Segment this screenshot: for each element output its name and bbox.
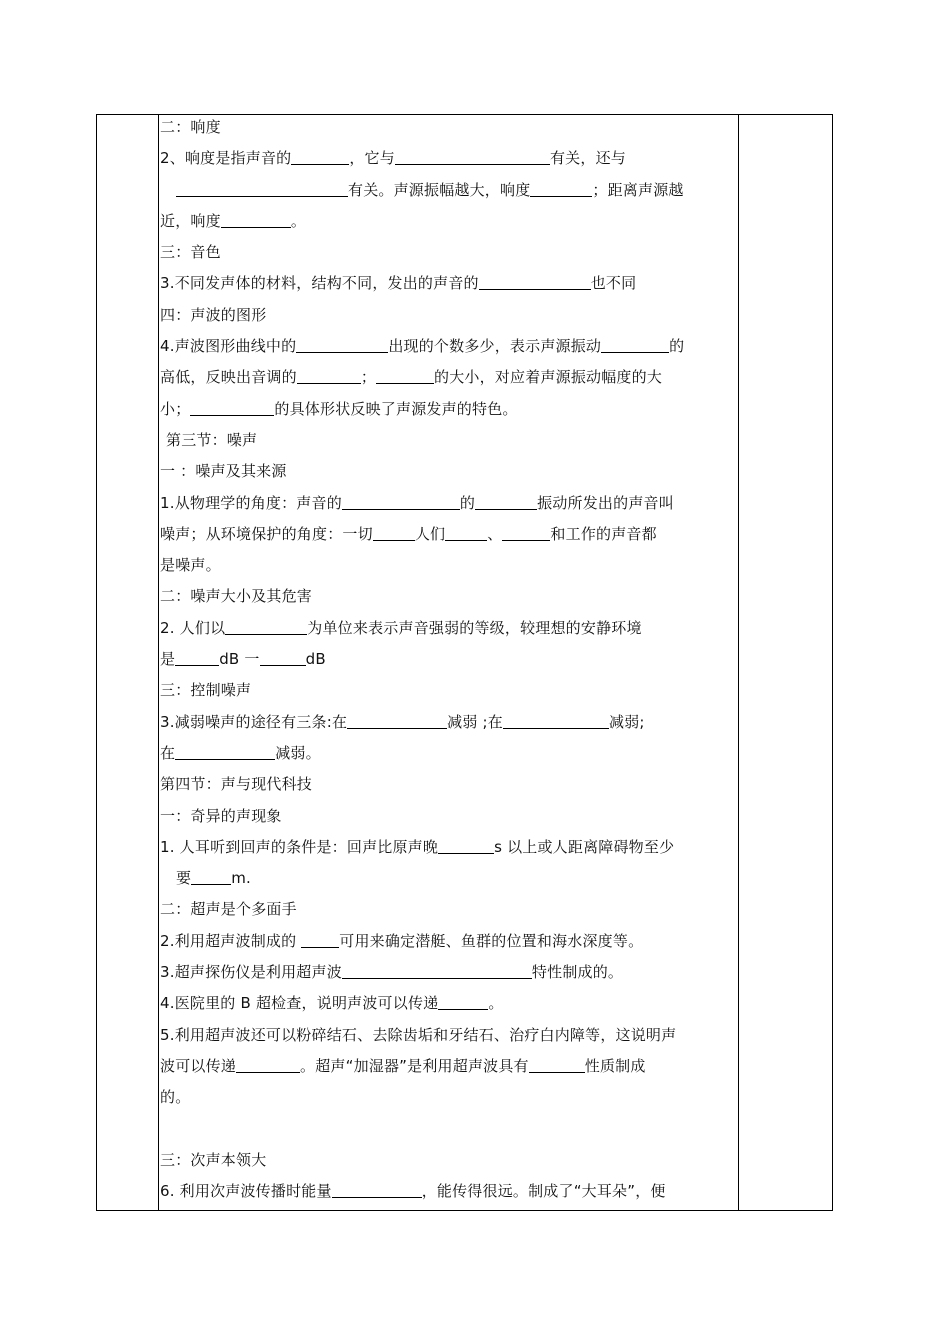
- answer-blank[interactable]: [395, 148, 550, 165]
- question-line: 4.声波图形曲线中的 出现的个数多少，表示声源振动 的: [160, 337, 685, 356]
- section-heading: 二：超声是个多面手: [160, 900, 297, 919]
- question-line: 3.超声探伤仪是利用超声波 特性制成的。: [160, 963, 624, 982]
- section-heading: 一 ：噪声及其来源: [160, 462, 287, 481]
- answer-blank[interactable]: [347, 712, 447, 729]
- answer-blank[interactable]: [529, 1056, 585, 1073]
- answer-blank[interactable]: [175, 743, 275, 760]
- question-line: 高低，反映出音调的 ； 的大小，对应着声源振动幅度的大: [160, 368, 663, 387]
- answer-blank[interactable]: [176, 180, 348, 197]
- section-heading: 三：音色: [160, 243, 221, 262]
- question-line: 5.利用超声波还可以粉碎结石、去除齿垢和牙结石、治疗白内障等，这说明声: [160, 1025, 677, 1044]
- section-heading: 第四节：声与现代科技: [160, 775, 313, 794]
- answer-blank[interactable]: [502, 524, 550, 541]
- section-heading: 二：响度: [160, 118, 221, 136]
- answer-blank[interactable]: [297, 367, 361, 384]
- question-line: 6. 利用次声波传播时能量 ，能传得很远。制成了“大耳朵”，便: [160, 1182, 666, 1201]
- answer-blank[interactable]: [175, 649, 219, 666]
- answer-blank[interactable]: [191, 868, 231, 885]
- answer-blank[interactable]: [291, 148, 349, 165]
- answer-blank[interactable]: [445, 524, 487, 541]
- answer-blank[interactable]: [503, 712, 609, 729]
- answer-blank[interactable]: [373, 524, 415, 541]
- question-line: 是噪声。: [160, 556, 221, 575]
- section-heading: 二：噪声大小及其危害: [160, 587, 313, 606]
- question-line: 要 m.: [176, 869, 251, 888]
- question-line: 3.不同发声体的材料，结构不同，发出的声音的 也不同: [160, 274, 637, 293]
- answer-blank[interactable]: [332, 1181, 422, 1198]
- answer-blank[interactable]: [296, 336, 388, 353]
- question-line: 是 dB 一 dB: [160, 650, 326, 669]
- answer-blank[interactable]: [342, 962, 532, 979]
- question-line: 有关。声源振幅越大，响度 ；距离声源越: [160, 175, 735, 206]
- section-heading: 三：次声本领大: [160, 1150, 267, 1169]
- answer-blank[interactable]: [236, 1056, 300, 1073]
- worksheet-content: [160, 112, 735, 1207]
- section-heading: 三：控制噪声: [160, 681, 252, 700]
- section-heading: 第三节：噪声: [166, 430, 258, 449]
- question-line: 2、响度是指声音的 ，它与 有关，还与: [160, 149, 626, 168]
- question-line: 小； 的具体形状反映了声源发声的特色。: [160, 399, 518, 418]
- question-line: 的。: [160, 1088, 191, 1107]
- question-line: 在 减弱。: [160, 743, 321, 762]
- answer-blank[interactable]: [190, 399, 274, 416]
- answer-blank[interactable]: [475, 493, 537, 510]
- question-line: 近，响度 。: [160, 211, 307, 230]
- table-column-divider-right: [738, 114, 739, 1211]
- question-line: 1. 人耳听到回声的条件是：回声比原声晚 s 以上或人距离障碍物至少: [160, 837, 675, 856]
- answer-blank[interactable]: [438, 837, 494, 854]
- answer-blank[interactable]: [342, 493, 460, 510]
- question-line: 1.从物理学的角度：声音的 的 振动所发出的声音叫: [160, 493, 674, 512]
- answer-blank[interactable]: [260, 649, 306, 666]
- question-line: 2.利用超声波制成的 可用来确定潜艇、鱼群的位置和海水深度等。: [160, 931, 644, 950]
- answer-blank[interactable]: [530, 180, 592, 197]
- section-heading: 一：奇异的声现象: [160, 806, 282, 825]
- answer-blank[interactable]: [438, 993, 488, 1010]
- table-column-divider-left: [158, 114, 159, 1211]
- question-line: 噪声；从环境保护的角度：一切 人们 、 和工作的声音都: [160, 524, 657, 543]
- question-line: 2. 人们以 为单位来表示声音强弱的等级，较理想的安静环境: [160, 618, 642, 637]
- question-line: 4.医院里的 B 超检查，说明声波可以传递 。: [160, 994, 504, 1013]
- spacer: [160, 1114, 735, 1145]
- section-heading: 四：声波的图形: [160, 305, 267, 324]
- question-line: 3.减弱噪声的途径有三条:在 减弱 ;在 减弱;: [160, 712, 645, 731]
- question-line: 波可以传递 。超声“加湿器”是利用超声波具有 性质制成: [160, 1056, 646, 1075]
- answer-blank[interactable]: [301, 931, 339, 948]
- answer-blank[interactable]: [376, 367, 434, 384]
- answer-blank[interactable]: [479, 273, 591, 290]
- answer-blank[interactable]: [601, 336, 669, 353]
- answer-blank[interactable]: [221, 211, 291, 228]
- answer-blank[interactable]: [225, 618, 307, 635]
